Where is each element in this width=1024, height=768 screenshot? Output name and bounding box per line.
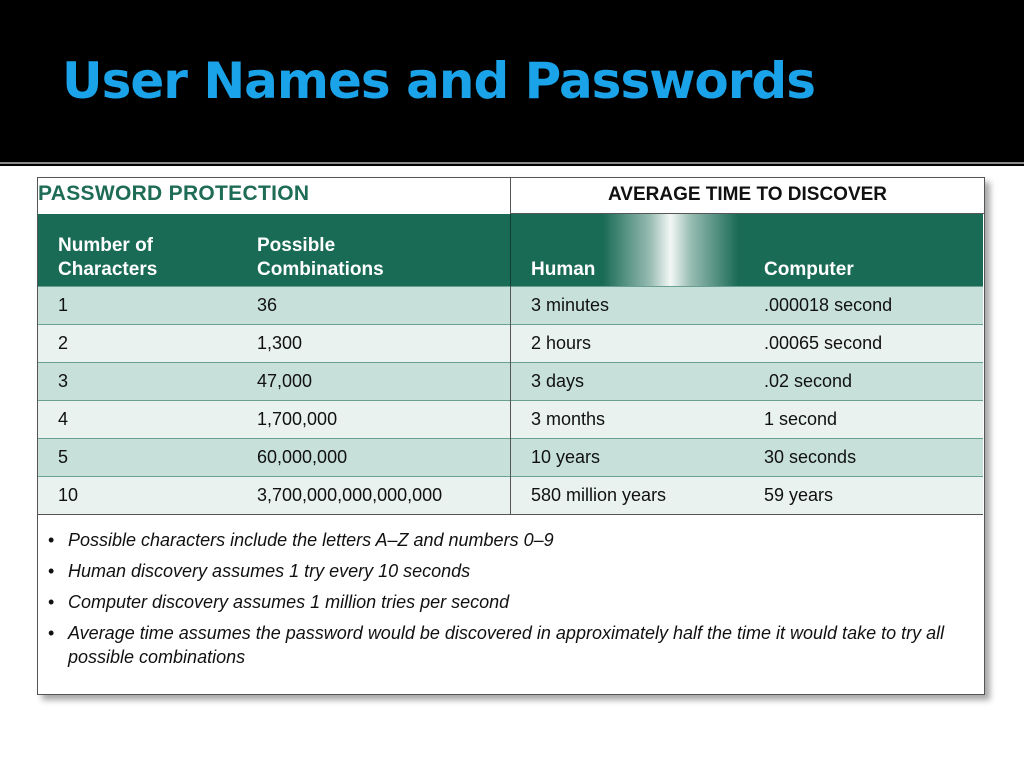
bullet-icon: • [48, 561, 55, 581]
cell-characters: 5 [58, 447, 69, 467]
cell-human-time: 580 million years [531, 485, 667, 505]
col-header-computer: Computer [764, 259, 854, 280]
slide-title: User Names and Passwords [62, 52, 815, 110]
table-bottom-border [38, 514, 983, 515]
time-to-discover-header: AVERAGE TIME TO DISCOVER [510, 178, 984, 214]
cell-combinations: 3,700,000,000,000,000 [257, 485, 443, 505]
cell-characters: 1 [58, 295, 69, 315]
footnote-text: Human discovery assumes 1 try every 10 seconds [68, 561, 471, 581]
footnote-item [48, 621, 948, 669]
bullet-icon: • [48, 623, 55, 643]
footnote-item [48, 590, 948, 614]
cell-combinations: 60,000,000 [257, 447, 348, 467]
col-header-characters-line2: Characters [58, 259, 158, 280]
col-header-characters [58, 234, 157, 282]
cell-human-time: 3 days [531, 371, 585, 391]
col-header-human: Human [531, 259, 596, 280]
footnote-text: Possible characters include the letters A–Z and numbers 0–9 [68, 530, 554, 550]
cell-human-time: 10 years [531, 447, 601, 467]
col-header-combinations-line2: Combinations [257, 259, 384, 280]
password-table-figure [37, 177, 985, 695]
slide-content [0, 166, 1024, 768]
cell-computer-time: .02 second [764, 371, 853, 391]
cell-computer-time: 30 seconds [764, 447, 857, 467]
cell-human-time: 2 hours [531, 333, 592, 353]
cell-human-time: 3 minutes [531, 295, 610, 315]
cell-combinations: 36 [257, 295, 278, 315]
bullet-icon: • [48, 592, 55, 612]
figure-label: PASSWORD PROTECTION [38, 178, 510, 214]
cell-computer-time: 59 years [764, 485, 834, 505]
cell-characters: 2 [58, 333, 69, 353]
header-glow [603, 214, 738, 286]
cell-computer-time: .000018 second [764, 295, 893, 315]
cell-combinations: 1,300 [257, 333, 303, 353]
col-header-characters-line1: Number of [58, 235, 153, 256]
column-divider [510, 286, 511, 514]
footnote-text: Average time assumes the password would be discovered in approximately half the time it would take to try all possible combinations [68, 623, 945, 667]
footnote-item [48, 528, 948, 552]
cell-combinations: 1,700,000 [257, 409, 338, 429]
footnote-item [48, 559, 948, 583]
footnote-text: Computer discovery assumes 1 million tries per second [68, 592, 510, 612]
cell-characters: 10 [58, 485, 79, 505]
footnotes-list [48, 528, 948, 676]
col-header-combinations [257, 234, 384, 282]
title-bar [0, 0, 1024, 158]
header-separator [510, 214, 511, 286]
cell-characters: 4 [58, 409, 69, 429]
title-divider [0, 162, 1024, 164]
col-header-combinations-line1: Possible [257, 235, 336, 256]
cell-computer-time: 1 second [764, 409, 838, 429]
cell-human-time: 3 months [531, 409, 606, 429]
bullet-icon: • [48, 530, 55, 550]
cell-characters: 3 [58, 371, 69, 391]
cell-computer-time: .00065 second [764, 333, 883, 353]
cell-combinations: 47,000 [257, 371, 313, 391]
